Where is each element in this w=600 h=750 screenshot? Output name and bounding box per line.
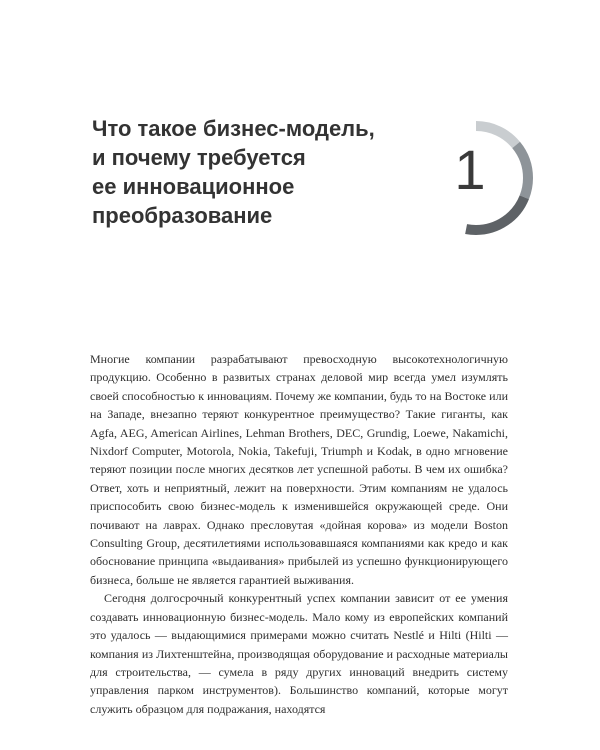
chapter-title-line-4: преобразование <box>92 203 273 228</box>
chapter-title <box>92 114 452 230</box>
chapter-title-line-2: и почему требуется <box>92 145 306 170</box>
body-text <box>90 350 508 718</box>
chapter-title-line-1: Что такое бизнес-модель, <box>92 116 375 141</box>
paragraph-2: Сегодня долгосрочный конкурентный успех компании зависит от ее умения создавать инновационную бизнес-модель. Мало кому из европейских компаний это удалось — выдающимися примерами можно считать Nestlé и Hilti (Hilti — компания из Лихтенштейна, производящая оборудование и расходные материалы для строительства, — сумела в ряду других инноваций внедрить систему управления парком инструментов). Большинство компаний, которые могут служить образцом для подражания, находятся <box>90 591 508 716</box>
chapter-title-line-3: ее инновационное <box>92 174 295 199</box>
chapter-number: 1 <box>454 138 486 201</box>
paragraph-1: Многие компании разрабатывают превосходную высокотехнологичную продукцию. Особенно в развитых странах деловой мир всегда умел изумлять своей способностью к инновациям. Почему же компании, будь то на Востоке или на Западе, внезапно теряют конкурентное преимущество? Такие гиганты, как Agfa, AEG, American Airlines, Lehman Brothers, DEC, Grundig, Loewe, Nakamichi, Nixdorf Computer, Motorola, Nokia, Takefuji, Triumph и Kodak, в одно мгновение теряют позиции после многих десятков лет успешной работы. В чем их ошибка? Ответ, хоть и неприятный, лежит на поверхности. Этим компаниям не удалось приспособить свою бизнес-модель к изменившейся окружающей среде. Они почивают на лаврах. Однако пресловутая «дойная корова» из модели Boston Consulting Group, десятилетиями использовавшаяся компаниями как кредо и как обоснование принципа «выдаивания» прибылей из успешно функционирующего бизнеса, больше не является гарантией выживания. <box>90 352 508 587</box>
